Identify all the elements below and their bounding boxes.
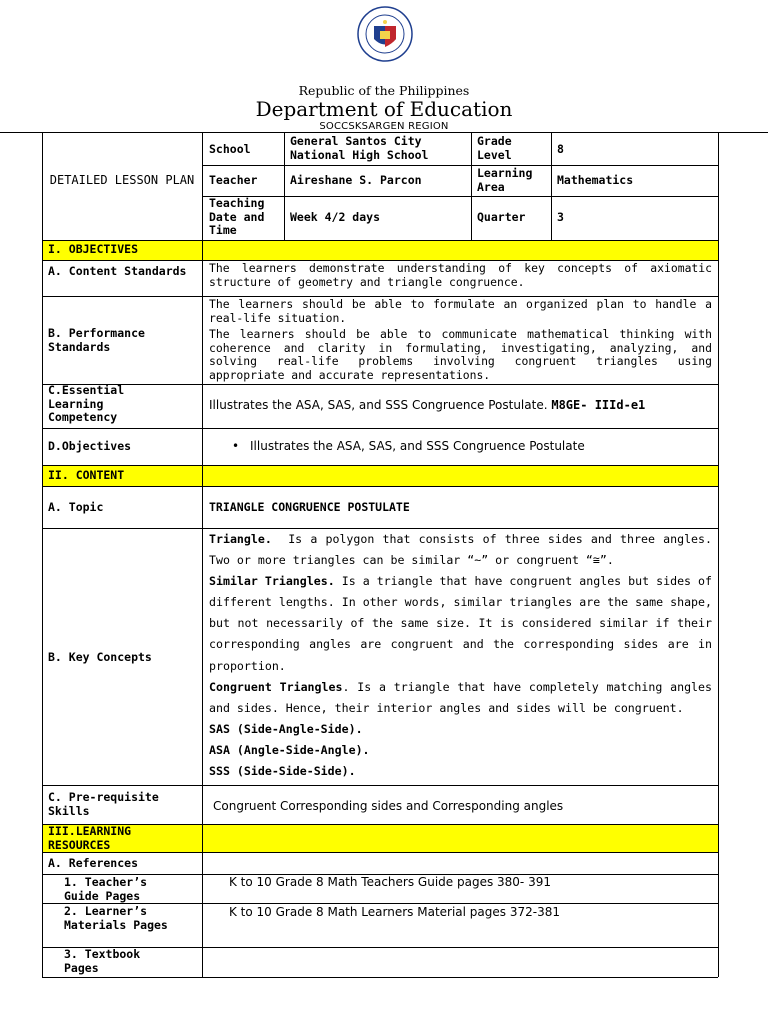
textbook-label: 3. Textbook Pages <box>64 947 141 975</box>
prerequisite-text: Congruent Corresponding sides and Corresponding angles <box>213 799 564 813</box>
competency-label: C.Essential Learning Competency <box>48 383 125 424</box>
prerequisite-label <box>48 791 198 818</box>
topic-label: A. Topic <box>48 500 104 514</box>
bullet-icon: • <box>232 439 240 453</box>
content-heading: II. CONTENT <box>48 468 125 482</box>
topic-text: TRIANGLE CONGRUENCE POSTULATE <box>209 500 410 514</box>
header-divider <box>0 132 768 133</box>
republic-label: Republic of the Philippines <box>298 83 470 98</box>
learning-area-value: Mathematics <box>557 173 634 187</box>
objectives-bullet-item <box>232 440 712 454</box>
teaching-date-label: Teaching Date and Time <box>209 196 265 237</box>
quarter-label: Quarter <box>477 210 526 224</box>
objectives-heading: I. OBJECTIVES <box>48 242 139 256</box>
kc-congruent-term: Congruent Triangles <box>209 679 343 694</box>
key-concepts-text <box>209 529 712 782</box>
teachers-guide-label: 1. Teacher’s Guide Pages <box>64 875 148 903</box>
objectives-label: D.Objectives <box>48 439 132 453</box>
learners-materials-text: K to 10 Grade 8 Math Learners Material pages 372-381 <box>229 905 560 919</box>
kc-similar-def: Is a triangle that have congruent angles but sides of different lengths. In other words, similar triangles are the same shape, but not necessarily of the same size. It is considered similar if their corresponding angles are congruent and the corresponding sides are in proportion. <box>209 574 713 673</box>
kc-congruent-def: . Is a triangle that have completely matching angles and sides. Hence, their interior angles and sides will be congruent. <box>209 679 712 715</box>
content-standards-label: A. Content Standards <box>48 264 187 278</box>
grade-value: 8 <box>557 142 564 156</box>
school-value: General Santos City National High School <box>290 134 429 162</box>
performance-standards-text-1: The learners should be able to formulate an organized plan to handle a real-life situation. <box>209 297 712 325</box>
prerequisite-label-c: C. Pre-requisite <box>48 790 159 804</box>
region-label: SOCCSKSARGEN REGION <box>319 121 449 132</box>
key-concepts-label: B. Key Concepts <box>48 650 152 664</box>
references-label: A. References <box>48 856 139 870</box>
objectives-highlight <box>43 240 718 260</box>
department-title: Department of Education <box>255 97 513 121</box>
kc-triangle-def: Is a polygon that consists of three sides and three angles. Two or more triangles can be similar “~” or congruent “≅”. <box>209 532 712 568</box>
performance-standards-label: B. Performance Standards <box>48 326 145 354</box>
kc-similar-term: Similar Triangles. <box>209 574 335 589</box>
kc-asa: ASA (Angle-Side-Angle). <box>209 742 370 757</box>
objectives-bullet-text: Illustrates the ASA, SAS, and SSS Congruence Postulate <box>250 439 585 453</box>
kc-similar <box>209 571 712 676</box>
lesson-plan-title: DETAILED LESSON PLAN <box>49 173 195 187</box>
prerequisite-label-skills: Skills <box>48 803 90 818</box>
content-highlight <box>43 465 718 486</box>
teachers-guide-text: K to 10 Grade 8 Math Teachers Guide pages 380- 391 <box>229 875 551 889</box>
competency-text: Illustrates the ASA, SAS, and SSS Congruence Postulate. <box>209 398 548 412</box>
teaching-date-value: Week 4/2 days <box>290 210 381 224</box>
teacher-value: Aireshane S. Parcon <box>290 173 422 187</box>
competency-text-row <box>209 399 714 413</box>
learning-area-label: Learning Area <box>477 166 533 194</box>
teacher-label: Teacher <box>209 173 258 187</box>
content-standards-text: The learners demonstrate understanding of key concepts of axiomatic structure of geometry and triangle congruence. <box>209 261 712 289</box>
performance-standards-text-2: The learners should be able to communicate mathematical thinking with coherence and clarity in formulating, investigating, analyzing, and solving real-life problems involving congruent triangles using appropriate and accurate representations. <box>209 327 712 382</box>
kc-sss: SSS (Side-Side-Side). <box>209 764 356 779</box>
deped-seal-logo <box>357 6 413 62</box>
grade-label: Grade Level <box>477 134 512 162</box>
resources-heading: III.LEARNING RESOURCES <box>48 824 132 852</box>
kc-triangle <box>209 529 712 571</box>
competency-code: M8GE- IIId-e1 <box>551 398 646 412</box>
quarter-value: 3 <box>557 210 564 224</box>
kc-congruent <box>209 677 712 719</box>
learners-materials-label: 2. Learner’s Materials Pages <box>64 904 168 932</box>
school-label: School <box>209 142 251 156</box>
kc-sas: SAS (Side-Angle-Side). <box>209 721 363 736</box>
kc-triangle-term: Triangle. <box>209 532 272 546</box>
